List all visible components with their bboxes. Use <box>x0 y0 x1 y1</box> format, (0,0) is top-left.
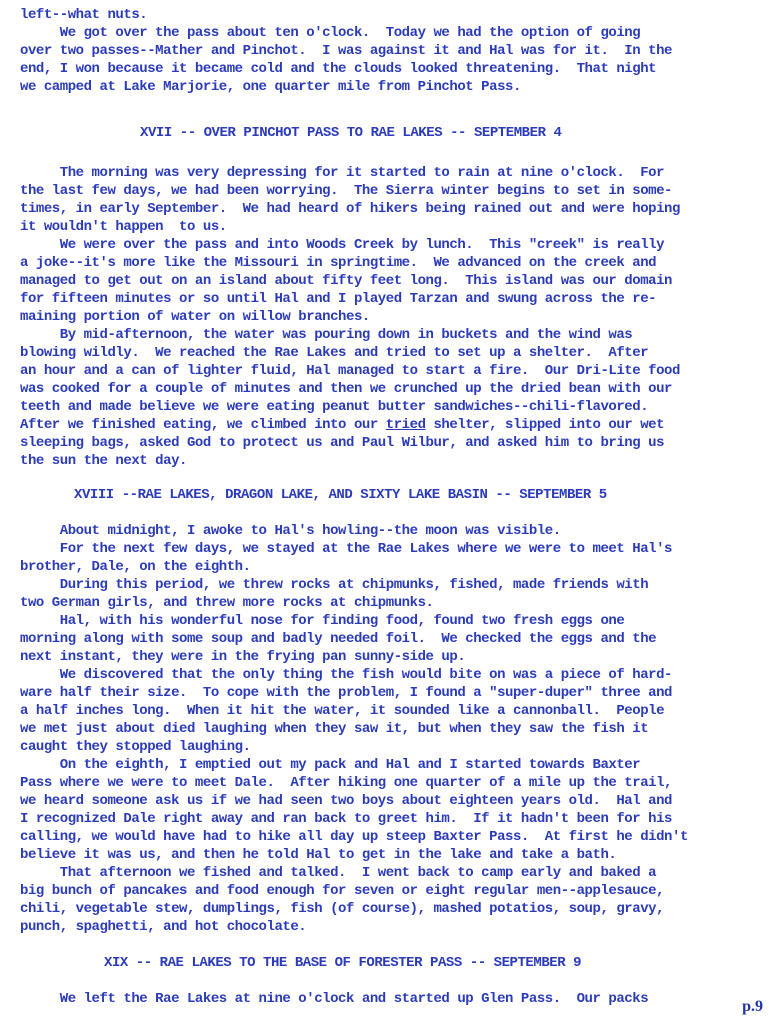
page-number: p.9 <box>742 998 763 1015</box>
text-line: two German girls, and threw more rocks at chipmunks. <box>20 595 434 611</box>
text-line: believe it was us, and then he told Hal to get in the lake and take a bath. <box>20 847 617 863</box>
text-segment: shelter, slipped into our wet <box>425 417 665 433</box>
text-line: Pass where we were to meet Dale. After hiking one quarter of a mile up the trail, <box>20 775 673 791</box>
text-line: the last few days, we had been worrying. The Sierra winter begins to set in some- <box>20 183 673 199</box>
text-line: it wouldn't happen to us. <box>20 219 227 235</box>
text-line: calling, we would have had to hike all day up steep Baxter Pass. At first he didn't <box>20 829 688 845</box>
text-line: We got over the pass about ten o'clock. Today we had the option of going <box>20 25 641 41</box>
text-line: We were over the pass and into Woods Creek by lunch. This "creek" is really <box>20 237 665 253</box>
text-line: left--what nuts. <box>20 7 148 23</box>
text-line: The morning was very depressing for it started to rain at nine o'clock. For <box>20 165 665 181</box>
text-line: About midnight, I awoke to Hal's howling--the moon was visible. <box>20 523 561 539</box>
text-line: a half inches long. When it hit the water, it sounded like a cannonball. People <box>20 703 665 719</box>
text-line: an hour and a can of lighter fluid, Hal managed to start a fire. Our Dri-Lite food <box>20 363 680 379</box>
chapter-heading: XVIII --RAE LAKES, DRAGON LAKE, AND SIXTY LAKE BASIN -- SEPTEMBER 5 <box>74 487 607 503</box>
text-line: managed to get out on an island about fifty feet long. This island was our domain <box>20 273 673 289</box>
text-line: times, in early September. We had heard of hikers being rained out and were hoping <box>20 201 680 217</box>
text-line: chili, vegetable stew, dumplings, fish (of course), mashed potatios, soup, gravy, <box>20 901 665 917</box>
text-segment: After we finished eating, we climbed into our <box>20 417 386 433</box>
underlined-word: tried <box>385 417 426 433</box>
text-line: over two passes--Mather and Pinchot. I was against it and Hal was for it. In the <box>20 43 673 59</box>
chapter-heading: XVII -- OVER PINCHOT PASS TO RAE LAKES -- SEPTEMBER 4 <box>140 125 562 141</box>
text-line: By mid-afternoon, the water was pouring down in buckets and the wind was <box>20 327 633 343</box>
text-line: we heard someone ask us if we had seen two boys about eighteen years old. Hal and <box>20 793 673 809</box>
text-line: We left the Rae Lakes at nine o'clock and started up Glen Pass. Our packs <box>20 991 649 1007</box>
text-line: morning along with some soup and badly needed foil. We checked the eggs and the <box>20 631 657 647</box>
text-line: punch, spaghetti, and hot chocolate. <box>20 919 307 935</box>
text-line: We discovered that the only thing the fish would bite on was a piece of hard- <box>20 667 673 683</box>
text-line: sleeping bags, asked God to protect us and Paul Wilbur, and asked him to bring us <box>20 435 665 451</box>
text-line: For the next few days, we stayed at the Rae Lakes where we were to meet Hal's <box>20 541 673 557</box>
text-line: big bunch of pancakes and food enough for seven or eight regular men--applesauce, <box>20 883 665 899</box>
text-line: On the eighth, I emptied out my pack and Hal and I started towards Baxter <box>20 757 641 773</box>
text-line: During this period, we threw rocks at chipmunks, fished, made friends with <box>20 577 649 593</box>
text-line: blowing wildly. We reached the Rae Lakes and tried to set up a shelter. After <box>20 345 649 361</box>
text-line: That afternoon we fished and talked. I went back to camp early and baked a <box>20 865 657 881</box>
text-line: a joke--it's more like the Missouri in springtime. We advanced on the creek and <box>20 255 657 271</box>
text-line: caught they stopped laughing. <box>20 739 251 755</box>
text-line: teeth and made believe we were eating peanut butter sandwiches--chili-flavored. <box>20 399 649 415</box>
text-line: end, I won because it became cold and the clouds looked threatening. That night <box>20 61 657 77</box>
text-line: for fifteen minutes or so until Hal and I played Tarzan and swung across the re- <box>20 291 657 307</box>
text-line: next instant, they were in the frying pan sunny-side up. <box>20 649 466 665</box>
chapter-heading: XIX -- RAE LAKES TO THE BASE OF FORESTER PASS -- SEPTEMBER 9 <box>104 955 582 971</box>
text-line: maining portion of water on willow branches. <box>20 309 370 325</box>
text-line <box>20 416 664 434</box>
text-line: ware half their size. To cope with the problem, I found a "super-duper" three and <box>20 685 673 701</box>
text-line: was cooked for a couple of minutes and then we crunched up the dried bean with our <box>20 381 673 397</box>
text-line: I recognized Dale right away and ran back to greet him. If it hadn't been for his <box>20 811 673 827</box>
text-line: Hal, with his wonderful nose for finding food, found two fresh eggs one <box>20 613 625 629</box>
text-line: brother, Dale, on the eighth. <box>20 559 251 575</box>
text-line: we camped at Lake Marjorie, one quarter mile from Pinchot Pass. <box>20 79 521 95</box>
text-line: we met just about died laughing when they saw it, but when they saw the fish it <box>20 721 649 737</box>
text-line: the sun the next day. <box>20 453 187 469</box>
